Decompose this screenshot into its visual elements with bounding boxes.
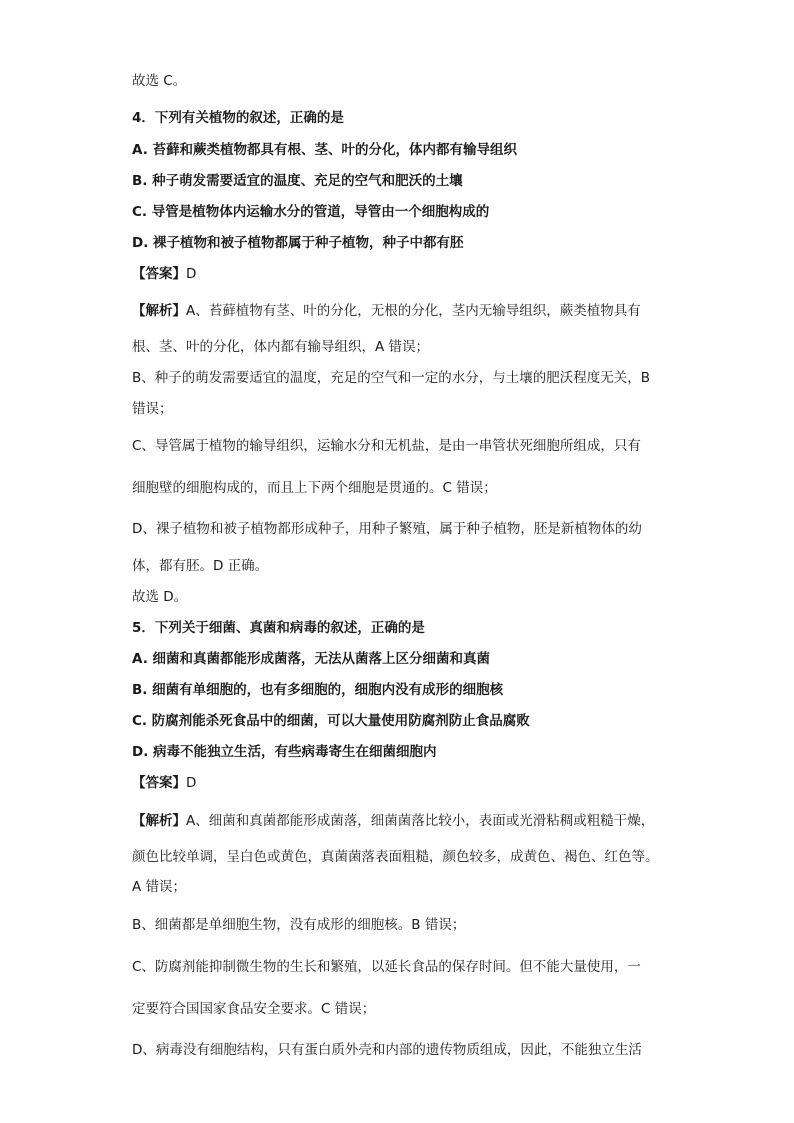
analysis-text-line: 根、茎、叶的分化，体内都有输导组织，A 错误； xyxy=(132,339,430,355)
question-5-analysis-line: 【解析】A、细菌和真菌都能形成菌落，细菌菌落比较小，表面或光滑粘稠或粗糙干燥， xyxy=(132,813,655,829)
answer-tag: 【答案】 xyxy=(132,266,186,282)
analysis-tag: 【解析】 xyxy=(132,813,186,829)
question-5-option-c: C. 防腐剂能杀死食品中的细菌，可以大量使用防腐剂防止食品腐败 xyxy=(132,713,530,729)
analysis-text-line: B、细菌都是单细胞生物，没有成形的细胞核。B 错误； xyxy=(132,917,466,933)
answer-tag: 【答案】 xyxy=(132,775,186,791)
analysis-text-line: 体，都有胚。D 正确。 xyxy=(132,558,269,574)
analysis-text-line: C、防腐剂能抑制微生物的生长和繁殖，以延长食品的保存时间。但不能大量使用，一 xyxy=(132,959,641,975)
conclusion-line: 故选 C。 xyxy=(132,73,187,89)
analysis-text-line: B、种子的萌发需要适宜的温度，充足的空气和一定的水分，与土壤的肥沃程度无关，B xyxy=(132,370,651,386)
analysis-text-line: 错误； xyxy=(132,401,173,417)
question-4-analysis-line: 【解析】A、苔藓植物有茎、叶的分化，无根的分化，茎内无输导组织，蕨类植物具有 xyxy=(132,303,641,319)
analysis-text-line: 颜色比较单调，呈白色或黄色，真菌菌落表面粗糙，颜色较多，成黄色、褐色、红色等。 xyxy=(132,849,659,865)
question-5-option-b: B. 细菌有单细胞的，也有多细胞的，细胞内没有成形的细胞核 xyxy=(132,682,504,698)
analysis-text-line: 细胞壁的细胞构成的，而且上下两个细胞是贯通的。C 错误； xyxy=(132,480,497,496)
analysis-text-line: C、导管属于植物的输导组织，运输水分和无机盐，是由一串管状死细胞所组成，只有 xyxy=(132,438,641,454)
question-4-option-b: B. 种子萌发需要适宜的温度、充足的空气和肥沃的土壤 xyxy=(132,173,463,189)
question-5-answer: 【答案】D xyxy=(132,775,197,791)
conclusion-line: 故选 D。 xyxy=(132,589,188,605)
analysis-text-line: A 错误； xyxy=(132,879,187,895)
analysis-text-line: D、病毒没有细胞结构，只有蛋白质外壳和内部的遗传物质组成，因此，不能独立生活 xyxy=(132,1042,642,1058)
analysis-tag: 【解析】 xyxy=(132,303,186,319)
analysis-text-line: 定要符合国国家食品安全要求。C 错误； xyxy=(132,1001,376,1017)
question-4-option-a: A. 苔藓和蕨类植物都具有根、茎、叶的分化，体内都有输导组织 xyxy=(132,142,518,158)
question-4-stem: 4．下列有关植物的叙述，正确的是 xyxy=(132,110,344,126)
question-5-stem: 5．下列关于细菌、真菌和病毒的叙述，正确的是 xyxy=(132,620,425,636)
question-4-option-d: D. 裸子植物和被子植物都属于种子植物，种子中都有胚 xyxy=(132,235,464,251)
analysis-text-line: D、裸子植物和被子植物都形成种子，用种子繁殖，属于种子植物，胚是新植物体的幼 xyxy=(132,521,642,537)
question-4-answer: 【答案】D xyxy=(132,266,197,282)
question-5-option-a: A. 细菌和真菌都能形成菌落，无法从菌落上区分细菌和真菌 xyxy=(132,651,491,667)
question-5-option-d: D. 病毒不能独立生活，有些病毒寄生在细菌细胞内 xyxy=(132,744,437,760)
question-4-option-c: C. 导管是植物体内运输水分的管道，导管由一个细胞构成的 xyxy=(132,204,490,220)
